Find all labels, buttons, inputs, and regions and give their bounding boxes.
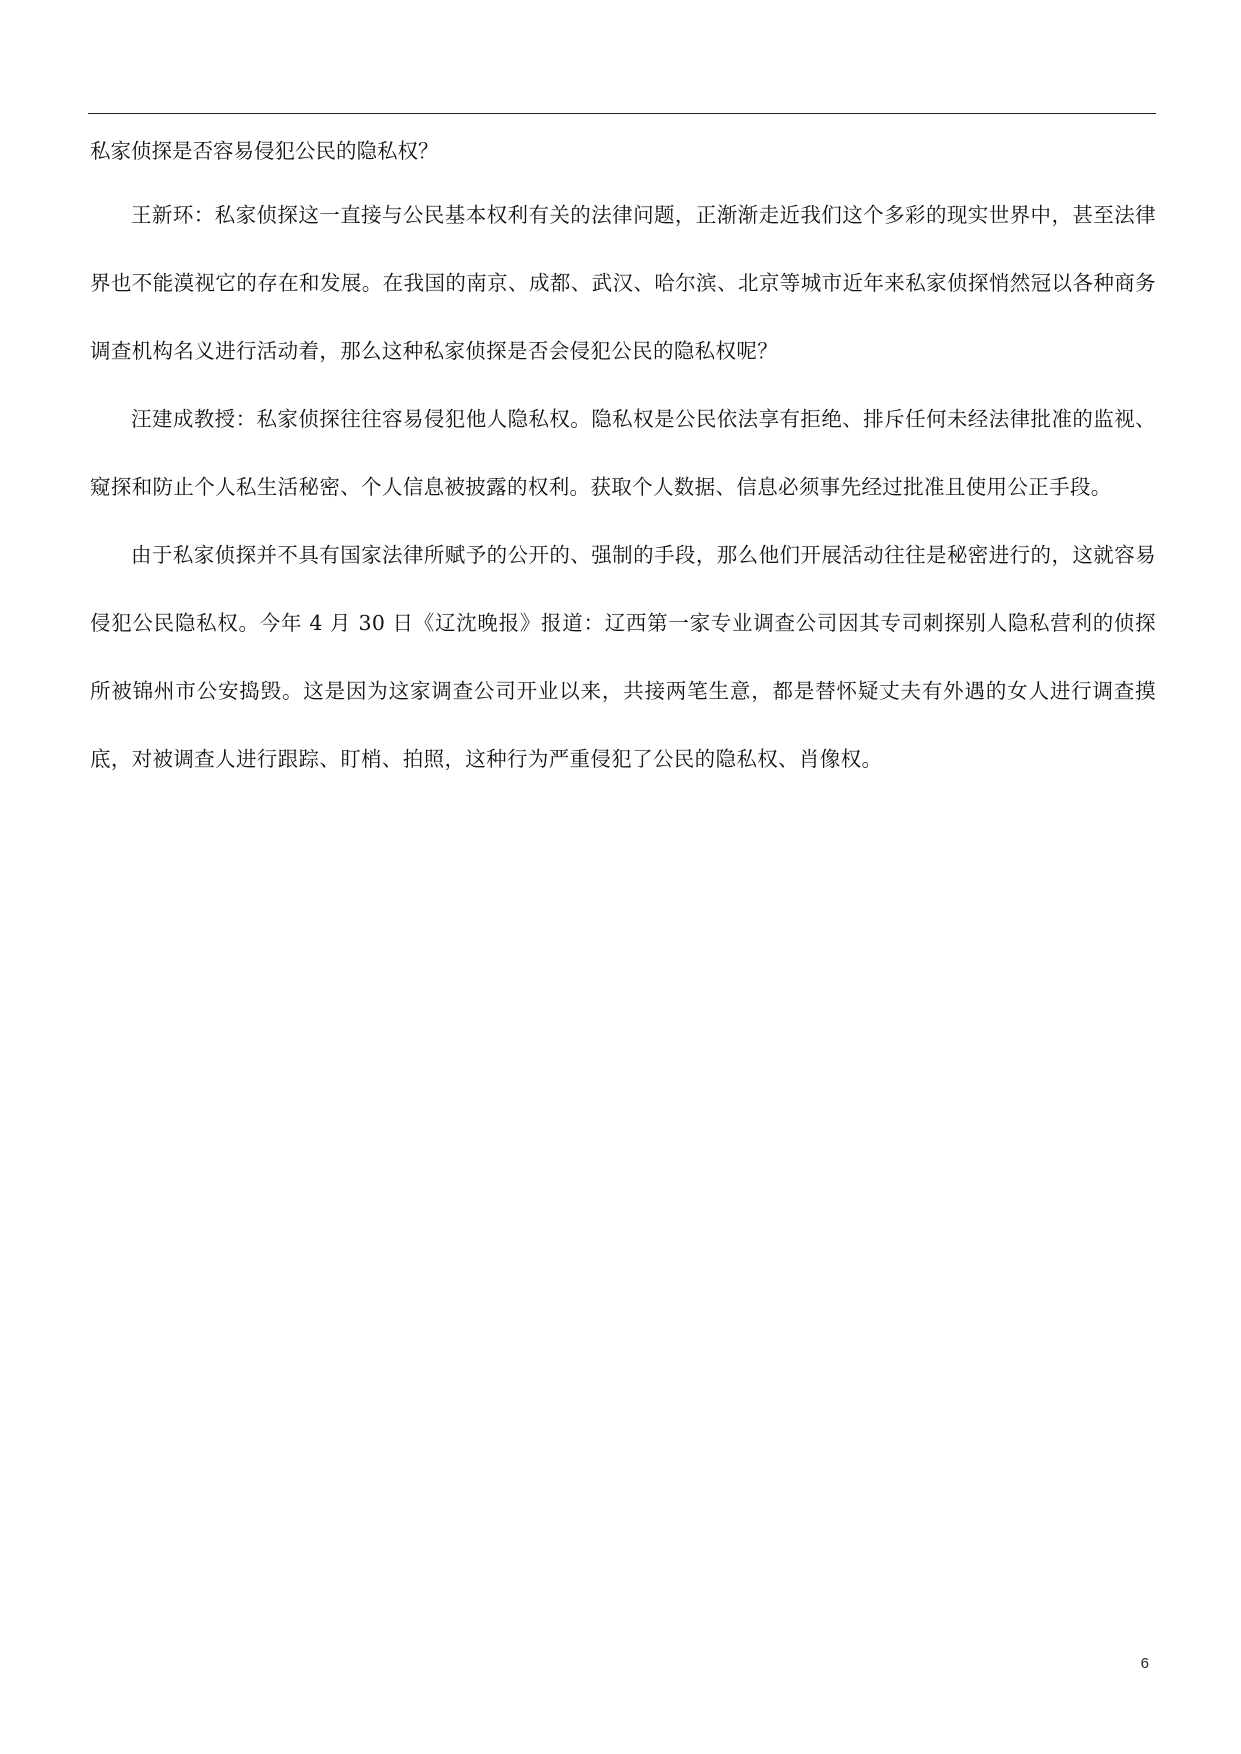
paragraph-2: 汪建成教授：私家侦探往往容易侵犯他人隐私权。隐私权是公民依法享有拒绝、排斥任何未经法律批准的监视、窥探和防止个人私生活秘密、个人信息被披露的权利。获取个人数据、信息必须事先经过批准且使用公正手段。 — [90, 407, 1156, 499]
document-body — [90, 122, 1156, 793]
page-number: 6 — [1140, 1655, 1149, 1672]
header-rule — [88, 113, 1156, 114]
section-heading: 私家侦探是否容易侵犯公民的隐私权？ — [90, 139, 439, 163]
paragraph-3: 由于私家侦探并不具有国家法律所赋予的公开的、强制的手段，那么他们开展活动往往是秘密进行的，这就容易侵犯公民隐私权。今年 4 月 30 日《辽沈晚报》报道：辽西第一家专业调查公司因其专司刺探别人隐私营利的侦探所被锦州市公安捣毁。这是因为这家调查公司开业以来，共接两笔生意，都是替怀疑丈夫有外遇的女人进行调查摸底，对被调查人进行跟踪、盯梢、拍照，这种行为严重侵犯了公民的隐私权、肖像权。 — [90, 543, 1156, 771]
paragraph-1: 王新环：私家侦探这一直接与公民基本权利有关的法律问题，正渐渐走近我们这个多彩的现实世界中，甚至法律界也不能漠视它的存在和发展。在我国的南京、成都、武汉、哈尔滨、北京等城市近年来私家侦探悄然冠以各种商务调查机构名义进行活动着，那么这种私家侦探是否会侵犯公民的隐私权呢？ — [90, 203, 1156, 363]
